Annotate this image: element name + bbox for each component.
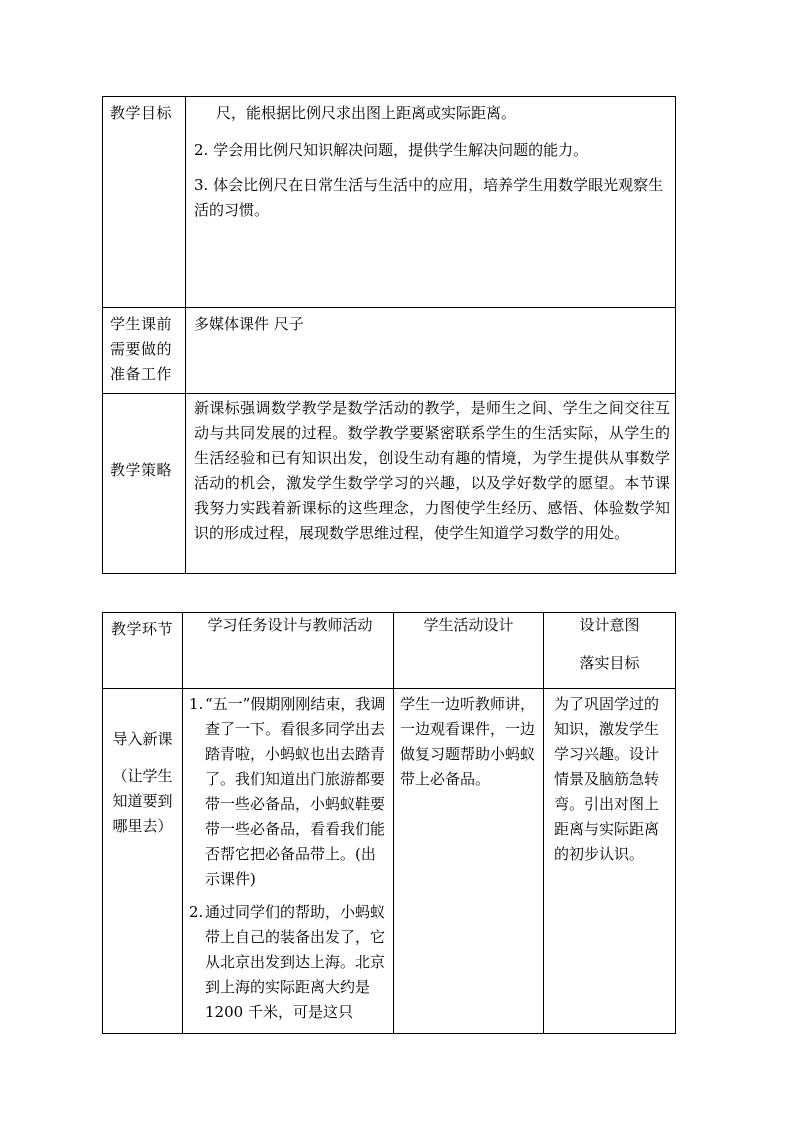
objective-item-continued: 尺，能根据比例尺求出图上距离或实际距离。 — [216, 104, 517, 122]
objective-item-3: 3. 体会比例尺在日常生活与生活中的应用，培养学生用数学眼光观察生活的习惯。 — [194, 176, 664, 219]
lesson-overview-table — [102, 96, 676, 574]
header-intent — [544, 613, 676, 689]
prep-label: 学生课前需要做的准备工作 — [103, 308, 186, 394]
strategy-text: 新课标强调数学教学是数学活动的教学，是师生之间、学生之间交往互动与共同发展的过程。数学教学要紧密联系学生的生活实际，从学生的生活经验和已有知识出发，创设生动有趣的情境，为学生提供从事数学活动的机会，激发学生数学学习的兴趣，以及学好数学的愿望。本节课我努力实践着新课标的这些理念，力图使学生经历、感悟、体验数学知识的形成过程，展现数学思维过程，使学生知道学习数学的用处。 — [194, 399, 670, 542]
objectives-row — [103, 97, 676, 308]
header-intent-line1: 设计意图 — [579, 616, 640, 634]
process-header-row — [103, 613, 676, 689]
strategy-label: 教学策略 — [103, 394, 186, 574]
stage-note: （让学生知道要到哪里去） — [112, 767, 173, 835]
strategy-row — [103, 394, 676, 574]
stage-title: 导入新课 — [112, 730, 173, 748]
prep-row — [103, 308, 676, 394]
task-item-1 — [189, 692, 389, 892]
task-item-2 — [189, 900, 389, 1025]
objectives-content — [186, 97, 676, 308]
task-item-2-number: 2. — [189, 903, 204, 921]
stage-cell — [103, 689, 183, 1034]
objectives-label: 教学目标 — [103, 97, 186, 308]
header-task: 学习任务设计与教师活动 — [183, 613, 394, 689]
header-stage: 教学环节 — [103, 613, 183, 689]
header-student: 学生活动设计 — [394, 613, 544, 689]
intent-cell: 为了巩固学过的知识，激发学生学习兴趣。设计情景及脑筋急转弯。引出对图上距离与实际距离的初步认识。 — [544, 689, 676, 1034]
objective-item-2: 2. 学会用比例尺知识解决问题，提供学生解决问题的能力。 — [194, 141, 589, 159]
task-cell — [183, 689, 394, 1034]
process-row-intro — [103, 689, 676, 1034]
task-item-2-text: 通过同学们的帮助，小蚂蚁带上自己的装备出发了，它从北京出发到达上海。北京到上海的实际距离大约是 1200 千米，可是这只 — [205, 903, 386, 1021]
prep-content: 多媒体课件 尺子 — [186, 308, 676, 394]
header-intent-line2: 落实目标 — [579, 654, 640, 672]
student-activity-cell: 学生一边听教师讲，一边观看课件，一边做复习题帮助小蚂蚁带上必备品。 — [394, 689, 544, 1034]
task-item-1-number: 1. — [189, 695, 204, 713]
strategy-content — [186, 394, 676, 574]
task-item-1-text: “五一”假期刚刚结束，我调查了一下。看很多同学出去踏青啦，小蚂蚁也出去踏青了。我们知道出门旅游都要带一些必备品，小蚂蚁鞋要带一些必备品，看看我们能否帮它把必备品带上。(出示课件) — [205, 695, 386, 888]
lesson-process-table — [102, 612, 676, 1034]
